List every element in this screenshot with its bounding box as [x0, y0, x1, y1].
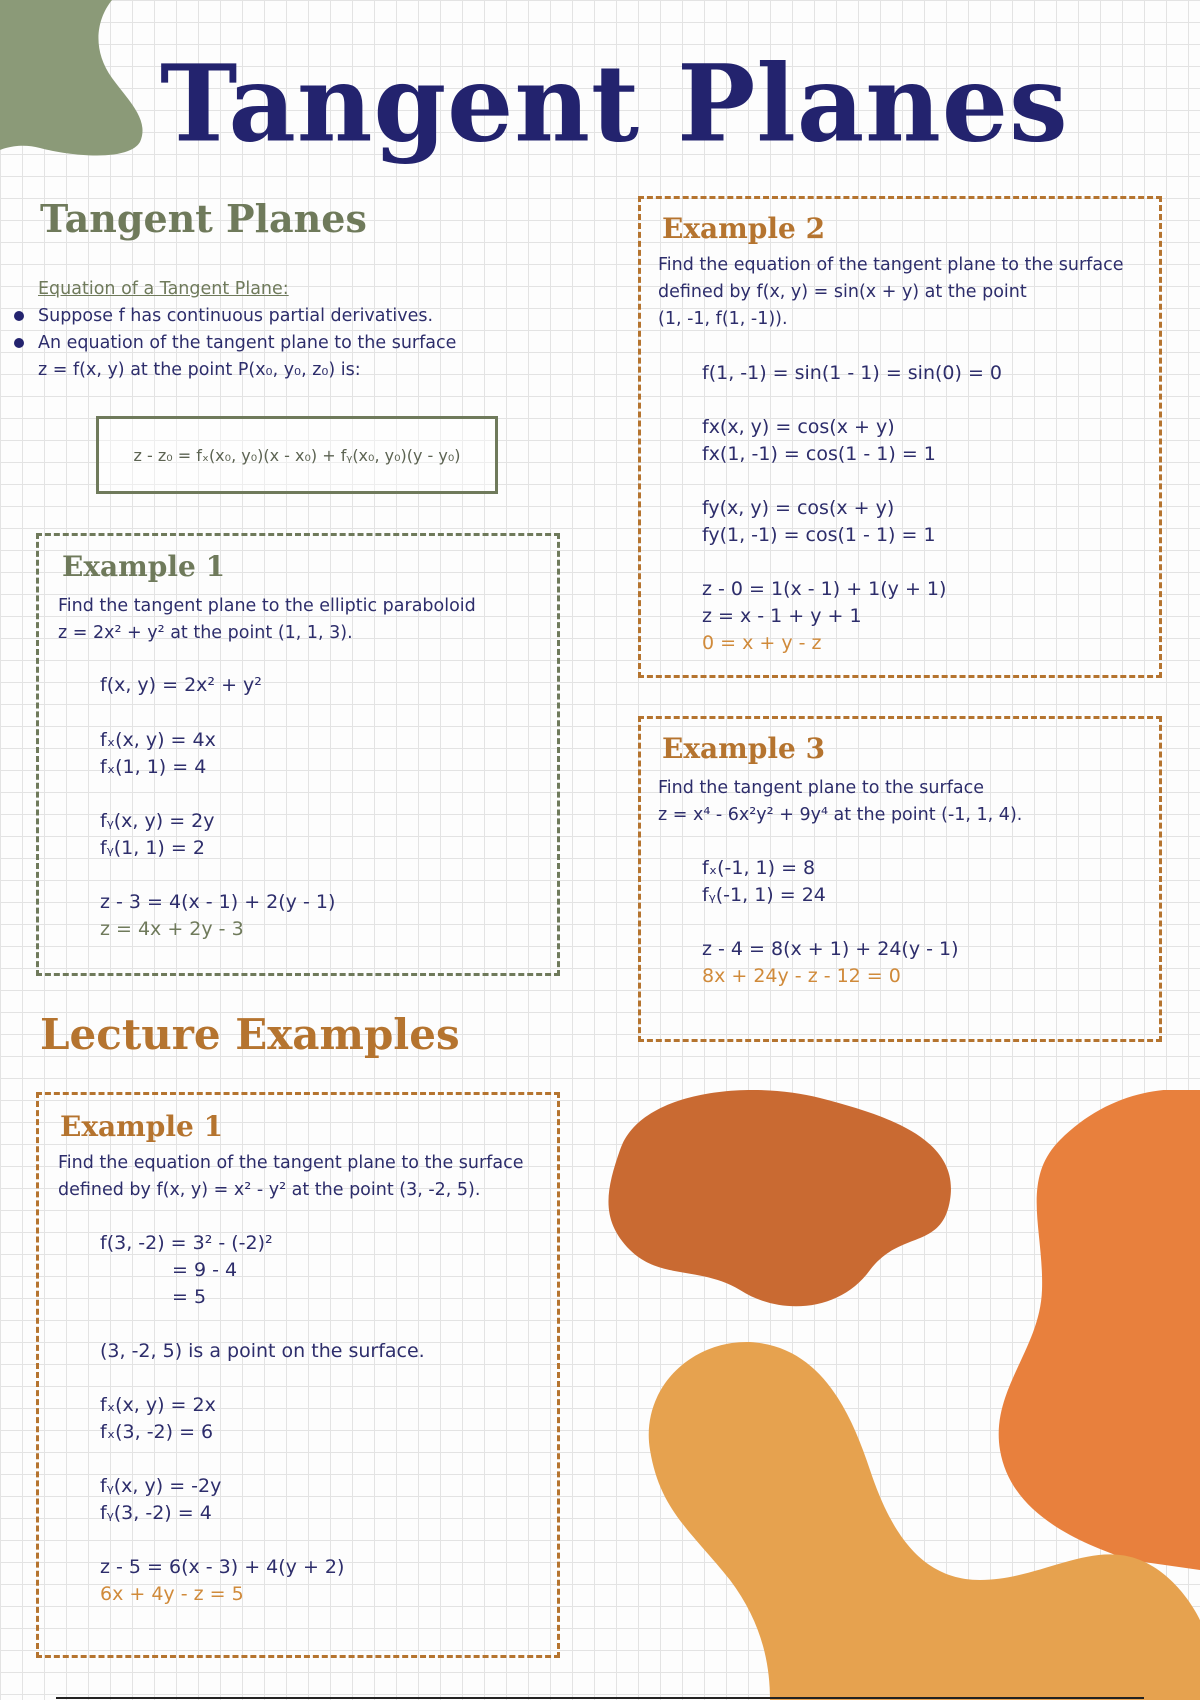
example2-step: fx(1, -1) = cos(1 - 1) = 1 — [702, 443, 936, 465]
example1-step: f(x, y) = 2x² + y² — [100, 674, 262, 696]
light-orange-blob-decoration — [620, 1330, 1200, 1700]
example3-step: fₓ(-1, 1) = 8 — [702, 857, 816, 879]
lecture-example1-step: z - 5 = 6(x - 3) + 4(y + 2) — [100, 1556, 345, 1578]
example3-prompt-line1: Find the tangent plane to the surface — [658, 778, 984, 798]
example2-step: z - 0 = 1(x - 1) + 1(y + 1) — [702, 578, 947, 600]
rust-blob-decoration — [600, 1080, 980, 1320]
example2-step: fy(x, y) = cos(x + y) — [702, 497, 895, 519]
green-blob-decoration — [0, 0, 150, 160]
example3-step: fᵧ(-1, 1) = 24 — [702, 884, 826, 906]
tangent-plane-formula: z - z₀ = fₓ(x₀, y₀)(x - x₀) + fᵧ(x₀, y₀)(y - y₀) — [96, 416, 498, 494]
lecture-example1-step: fᵧ(x, y) = -2y — [100, 1475, 222, 1497]
example2-prompt-line2: defined by f(x, y) = sin(x + y) at the point — [658, 282, 1027, 302]
example3-title: Example 3 — [662, 732, 826, 765]
lecture-example1-step: fₓ(3, -2) = 6 — [100, 1421, 214, 1443]
example1-result: z = 4x + 2y - 3 — [100, 918, 244, 940]
lecture-example1-prompt-line1: Find the equation of the tangent plane to the surface — [58, 1153, 524, 1173]
example3-prompt-line2: z = x⁴ - 6x²y² + 9y⁴ at the point (-1, 1, 4). — [658, 805, 1023, 825]
lecture-example1-step: = 9 - 4 — [172, 1259, 238, 1281]
example1-step: fₓ(x, y) = 4x — [100, 729, 216, 751]
example1-prompt-line2: z = 2x² + y² at the point (1, 1, 3). — [58, 623, 353, 643]
example1-step: z - 3 = 4(x - 1) + 2(y - 1) — [100, 891, 336, 913]
page-title: Tangent Planes — [160, 40, 1069, 167]
example2-step: f(1, -1) = sin(1 - 1) = sin(0) = 0 — [702, 362, 1003, 384]
notes-subheading: Equation of a Tangent Plane: — [38, 279, 289, 299]
lecture-example1-result: 6x + 4y - z = 5 — [100, 1583, 244, 1605]
bottom-divider — [56, 1697, 1144, 1699]
lecture-example1-step: f(3, -2) = 3² - (-2)² — [100, 1232, 273, 1254]
example1-prompt-line1: Find the tangent plane to the elliptic paraboloid — [58, 596, 476, 616]
example2-step: fy(1, -1) = cos(1 - 1) = 1 — [702, 524, 936, 546]
example2-step: fx(x, y) = cos(x + y) — [702, 416, 895, 438]
notes-bullet-2: An equation of the tangent plane to the surface — [38, 330, 456, 357]
notes-heading: Tangent Planes — [40, 196, 367, 241]
lecture-example1-step: fₓ(x, y) = 2x — [100, 1394, 216, 1416]
example1-step: fₓ(1, 1) = 4 — [100, 756, 207, 778]
notes-bullet-1: Suppose f has continuous partial derivatives. — [38, 303, 433, 330]
lecture-example1-step: (3, -2, 5) is a point on the surface. — [100, 1340, 425, 1362]
lecture-example1-step: = 5 — [172, 1286, 207, 1308]
example1-title: Example 1 — [62, 550, 226, 583]
example2-title: Example 2 — [662, 212, 826, 245]
example3-result: 8x + 24y - z - 12 = 0 — [702, 965, 901, 987]
example3-step: z - 4 = 8(x + 1) + 24(y - 1) — [702, 938, 959, 960]
lecture-example1-prompt-line2: defined by f(x, y) = x² - y² at the point (3, -2, 5). — [58, 1180, 481, 1200]
example2-step: z = x - 1 + y + 1 — [702, 605, 862, 627]
notes-bullet-continuation: z = f(x, y) at the point P(x₀, y₀, z₀) is: — [38, 360, 361, 380]
example2-result: 0 = x + y - z — [702, 632, 822, 654]
lecture-examples-heading: Lecture Examples — [40, 1010, 460, 1059]
example1-step: fᵧ(1, 1) = 2 — [100, 837, 205, 859]
example2-prompt-line1: Find the equation of the tangent plane to the surface — [658, 255, 1124, 275]
lecture-example1-step: fᵧ(3, -2) = 4 — [100, 1502, 212, 1524]
lecture-example1-title: Example 1 — [60, 1110, 224, 1143]
example1-step: fᵧ(x, y) = 2y — [100, 810, 215, 832]
example2-prompt-line3: (1, -1, f(1, -1)). — [658, 309, 788, 329]
